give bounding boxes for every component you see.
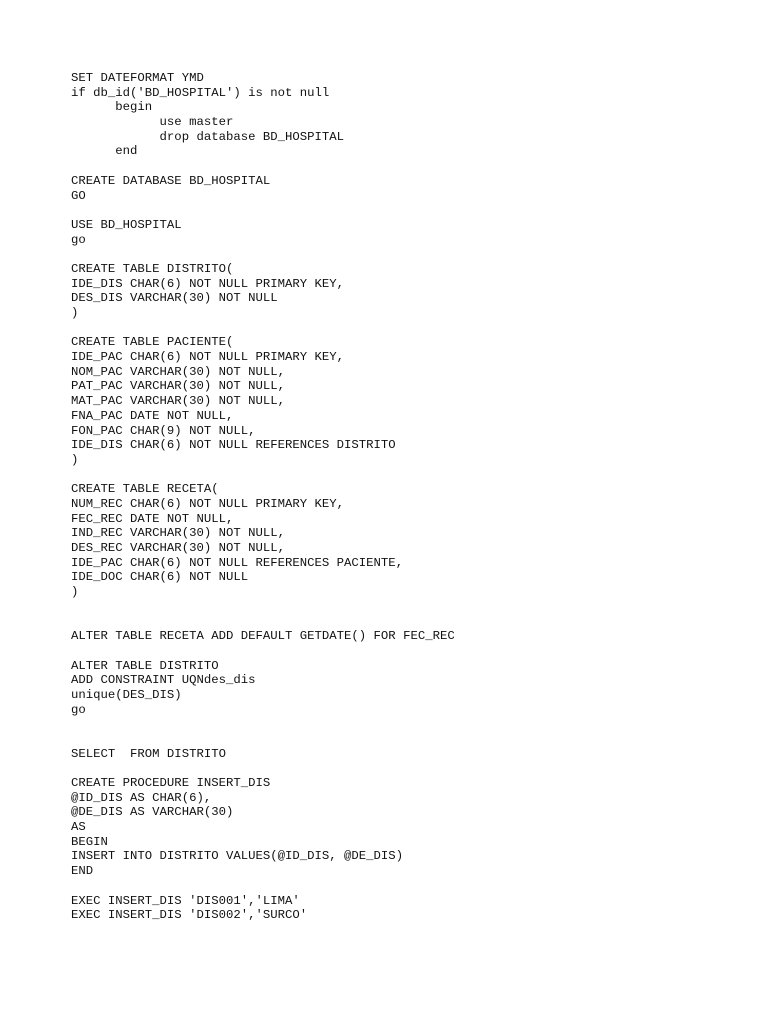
code-line: IND_REC VARCHAR(30) NOT NULL, (71, 526, 286, 541)
code-line: SELECT FROM DISTRITO (71, 746, 226, 761)
code-line (71, 600, 455, 615)
code-line: @ID_DIS AS CHAR(6), (71, 790, 212, 805)
code-line: IDE_DOC CHAR(6) NOT NULL (71, 570, 249, 585)
code-line (71, 321, 455, 336)
code-line: DES_REC VARCHAR(30) NOT NULL, (71, 541, 286, 555)
code-line: FON_PAC CHAR(9) NOT NULL, (71, 423, 256, 438)
code-line: IDE_DIS CHAR(6) NOT NULL PRIMARY KEY, (71, 276, 345, 291)
code-line: use master (71, 115, 234, 130)
code-line: ADD CONSTRAINT UQNdes_dis (71, 673, 256, 688)
code-line (71, 644, 455, 659)
code-line: DES_DIS VARCHAR(30) NOT NULL (71, 291, 278, 306)
code-line: GO (71, 188, 86, 203)
code-line: CREATE TABLE PACIENTE( (71, 335, 234, 350)
code-line: CREATE TABLE DISTRITO( (71, 261, 234, 276)
code-line (71, 203, 455, 218)
code-line: FNA_PAC DATE NOT NULL, (71, 408, 234, 423)
code-line: END (71, 864, 94, 879)
code-line: FEC_REC DATE NOT NULL, (71, 511, 234, 526)
code-line (71, 879, 455, 894)
code-line: IDE_DIS CHAR(6) NOT NULL REFERENCES DISTRITO (71, 438, 396, 453)
code-line: MAT_PAC VARCHAR(30) NOT NULL, (71, 394, 286, 409)
sql-code-block (71, 71, 455, 923)
code-line: go (71, 232, 86, 247)
code-line: SET DATEFORMAT YMD (71, 71, 204, 85)
code-line: ) (71, 306, 79, 320)
code-line: ALTER TABLE DISTRITO (71, 658, 219, 673)
code-line: PAT_PAC VARCHAR(30) NOT NULL, (71, 379, 286, 394)
code-line: CREATE PROCEDURE INSERT_DIS (71, 776, 271, 790)
code-line (71, 732, 455, 747)
code-line: INSERT INTO DISTRITO VALUES(@ID_DIS, @DE_DIS) (71, 849, 404, 864)
code-line: EXEC INSERT_DIS 'DIS002','SURCO' (71, 908, 308, 923)
code-line: drop database BD_HOSPITAL (71, 129, 345, 144)
code-line: AS (71, 820, 86, 835)
code-line: ) (71, 585, 79, 600)
code-line: USE BD_HOSPITAL (71, 217, 182, 232)
code-line: EXEC INSERT_DIS 'DIS001','LIMA' (71, 893, 300, 908)
code-line: begin (71, 100, 153, 115)
code-line: end (71, 144, 138, 159)
code-line: NUM_REC CHAR(6) NOT NULL PRIMARY KEY, (71, 496, 345, 511)
code-line: ) (71, 452, 79, 467)
code-line: IDE_PAC CHAR(6) NOT NULL PRIMARY KEY, (71, 350, 345, 365)
code-line (71, 614, 455, 629)
code-line: BEGIN (71, 834, 108, 849)
code-line (71, 159, 455, 174)
code-line: IDE_PAC CHAR(6) NOT NULL REFERENCES PACIENTE, (71, 555, 404, 570)
code-line: unique(DES_DIS) (71, 687, 182, 702)
code-line (71, 247, 455, 262)
code-line: CREATE TABLE RECETA( (71, 482, 219, 497)
code-line (71, 761, 455, 776)
code-line: go (71, 702, 86, 717)
code-line: CREATE DATABASE BD_HOSPITAL (71, 173, 271, 188)
code-line: ALTER TABLE RECETA ADD DEFAULT GETDATE() FOR FEC_REC (71, 629, 455, 644)
code-line (71, 717, 455, 732)
code-line (71, 468, 455, 483)
code-line: if db_id('BD_HOSPITAL') is not null (71, 85, 330, 100)
code-line: @DE_DIS AS VARCHAR(30) (71, 805, 234, 820)
code-line: NOM_PAC VARCHAR(30) NOT NULL, (71, 364, 286, 379)
